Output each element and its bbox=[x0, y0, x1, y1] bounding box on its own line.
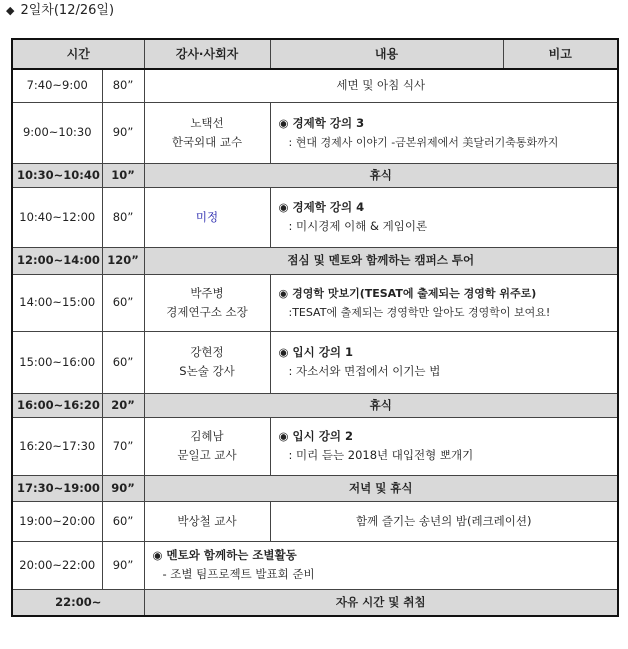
table-row bbox=[12, 393, 618, 417]
time-cell: 16:20~17:30 bbox=[12, 417, 102, 475]
table-row bbox=[12, 541, 618, 589]
duration-cell: 90” bbox=[102, 475, 144, 501]
speaker-cell bbox=[144, 417, 270, 475]
time-cell: 17:30~19:00 bbox=[12, 475, 102, 501]
day-title-text: 2일차(12/26일) bbox=[20, 3, 115, 18]
content-cell: 함께 즐기는 송년의 밤(레크레이션) bbox=[270, 501, 618, 541]
table-row bbox=[12, 102, 618, 163]
duration-cell: 20” bbox=[102, 393, 144, 417]
speaker-name: 김혜남 bbox=[190, 429, 224, 443]
duration-cell: 60” bbox=[102, 501, 144, 541]
content-cell bbox=[270, 187, 618, 247]
content-cell: 자유 시간 및 취침 bbox=[144, 589, 618, 616]
table-row bbox=[12, 247, 618, 274]
duration-cell: 10” bbox=[102, 163, 144, 187]
bullet-icon: ◉ bbox=[278, 345, 289, 359]
table-row bbox=[12, 417, 618, 475]
topic-text: 입시 강의 2 bbox=[292, 429, 353, 443]
speaker-cell bbox=[144, 331, 270, 393]
time-cell: 12:00~14:00 bbox=[12, 247, 102, 274]
content-cell: 점심 및 멘토와 함께하는 캠퍼스 투어 bbox=[144, 247, 618, 274]
header-time: 시간 bbox=[12, 39, 144, 69]
content-cell: 휴식 bbox=[144, 163, 618, 187]
time-cell: 15:00~16:00 bbox=[12, 331, 102, 393]
header-note: 비고 bbox=[503, 39, 618, 69]
topic-text: 입시 강의 1 bbox=[292, 345, 353, 359]
time-cell: 10:40~12:00 bbox=[12, 187, 102, 247]
topic-line bbox=[279, 284, 614, 303]
table-row bbox=[12, 187, 618, 247]
topic-text: 경제학 강의 4 bbox=[292, 200, 365, 214]
duration-cell: 70” bbox=[102, 417, 144, 475]
content-cell bbox=[270, 274, 618, 331]
speaker-cell bbox=[144, 274, 270, 331]
time-cell: 20:00~22:00 bbox=[12, 541, 102, 589]
time-cell: 10:30~10:40 bbox=[12, 163, 102, 187]
content-cell bbox=[270, 102, 618, 163]
topic-detail: : 현대 경제사 이야기 -금본위제에서 美달러기축통화까지 bbox=[288, 135, 559, 149]
topic-text: 경영학 맛보기(TESAT에 출제되는 경영학 위주로) bbox=[292, 286, 537, 300]
schedule-table-body bbox=[11, 38, 619, 617]
duration-cell: 60” bbox=[102, 331, 144, 393]
bullet-icon: ◉ bbox=[278, 115, 289, 130]
duration-cell: 80” bbox=[102, 69, 144, 102]
content-cell bbox=[270, 417, 618, 475]
table-row bbox=[12, 589, 618, 616]
table-row bbox=[12, 501, 618, 541]
speaker-cell: 박상철 교사 bbox=[144, 501, 270, 541]
topic-detail: : 미리 듣는 2018년 대입전형 뽀개기 bbox=[288, 448, 474, 462]
speaker-name: 강현정 bbox=[190, 345, 224, 359]
topic-line bbox=[279, 427, 614, 446]
topic-detail: : 자소서와 면접에서 이기는 법 bbox=[288, 364, 441, 378]
table-row bbox=[12, 274, 618, 331]
speaker-cell: 미정 bbox=[144, 187, 270, 247]
topic-line bbox=[153, 546, 614, 565]
time-cell: 14:00~15:00 bbox=[12, 274, 102, 331]
speaker-title: 한국외대 교수 bbox=[171, 134, 243, 149]
topic-detail: : 미시경제 이해 & 게임이론 bbox=[288, 219, 428, 233]
topic-line bbox=[279, 343, 614, 362]
table-row bbox=[12, 331, 618, 393]
time-cell: 22:00~ bbox=[12, 589, 144, 616]
content-cell: 저녁 및 휴식 bbox=[144, 475, 618, 501]
table-row bbox=[12, 69, 618, 102]
time-cell: 9:00~10:30 bbox=[12, 102, 102, 163]
topic-line bbox=[279, 114, 614, 133]
bullet-icon: ◉ bbox=[278, 286, 289, 300]
header-row bbox=[12, 39, 618, 69]
duration-cell: 60” bbox=[102, 274, 144, 331]
header-speaker: 강사·사회자 bbox=[144, 39, 270, 69]
content-cell bbox=[144, 541, 618, 589]
speaker-cell bbox=[144, 102, 270, 163]
content-cell bbox=[270, 331, 618, 393]
duration-cell: 90” bbox=[102, 102, 144, 163]
diamond-icon: ◆ bbox=[6, 4, 15, 17]
time-cell: 7:40~9:00 bbox=[12, 69, 102, 102]
speaker-title: 문일고 교사 bbox=[177, 448, 237, 462]
day-title bbox=[6, 2, 114, 20]
duration-cell: 120” bbox=[102, 247, 144, 274]
bullet-icon: ◉ bbox=[278, 429, 289, 443]
topic-line bbox=[279, 198, 614, 217]
topic-detail: :TESAT에 출제되는 경영학만 알아도 경영학이 보여요! bbox=[288, 305, 551, 319]
speaker-title: S논술 강사 bbox=[179, 364, 235, 378]
bullet-icon: ◉ bbox=[152, 548, 163, 562]
bullet-icon: ◉ bbox=[278, 200, 289, 214]
content-cell: 세면 및 아침 식사 bbox=[144, 69, 618, 102]
duration-cell: 80” bbox=[102, 187, 144, 247]
table-row bbox=[12, 475, 618, 501]
content-cell: 휴식 bbox=[144, 393, 618, 417]
header-content: 내용 bbox=[270, 39, 503, 69]
speaker-name: 박주병 bbox=[190, 285, 224, 300]
time-cell: 16:00~16:20 bbox=[12, 393, 102, 417]
speaker-title: 경제연구소 소장 bbox=[166, 304, 248, 319]
duration-cell: 90” bbox=[102, 541, 144, 589]
speaker-name: 노택선 bbox=[190, 115, 224, 130]
time-cell: 19:00~20:00 bbox=[12, 501, 102, 541]
topic-detail: - 조별 팀프로젝트 발표회 준비 bbox=[162, 567, 315, 581]
table-row bbox=[12, 163, 618, 187]
topic-text: 경제학 강의 3 bbox=[292, 115, 365, 130]
topic-text: 멘토와 함께하는 조별활동 bbox=[166, 548, 297, 562]
